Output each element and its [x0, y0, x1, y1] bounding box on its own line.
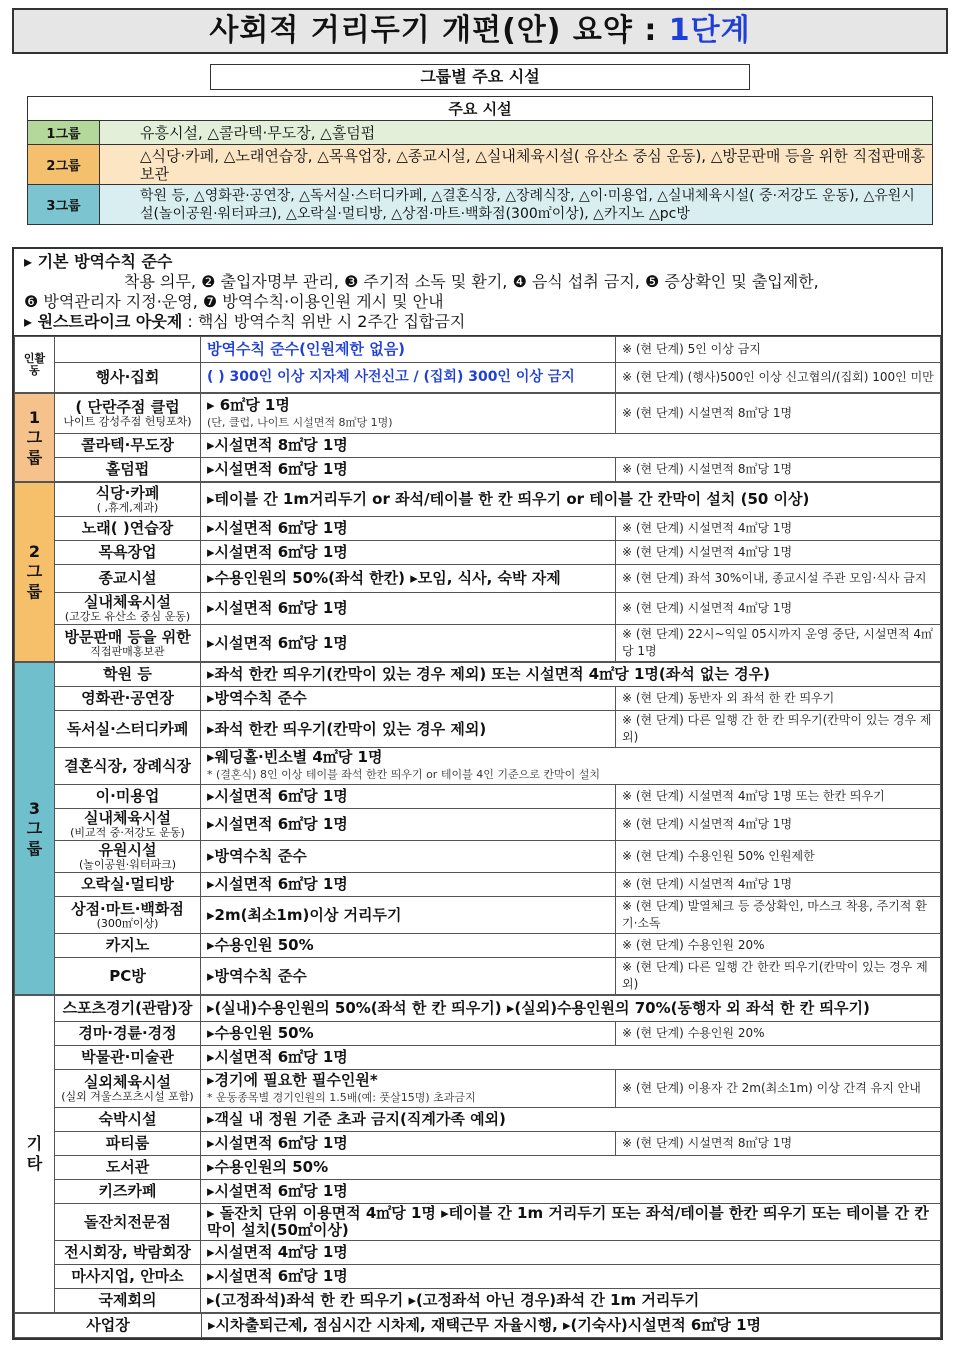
rule-row — [15, 1046, 941, 1070]
rule-row — [15, 958, 941, 995]
rule-row — [15, 996, 941, 1022]
workplace-rule: ▸시차출퇴근제, 점심시간 시차제, 재택근무 자율시행, ▸(기숙사)시설면적 6㎡당 1명 — [202, 1314, 941, 1338]
facility-name: 국제회의 — [55, 1289, 201, 1313]
rule-text: ▸시설면적 6㎡당 1명 — [201, 1265, 941, 1289]
rule-row — [15, 809, 941, 841]
facility-name: 종교시설 — [55, 565, 201, 593]
facility-name: ( 단란주점 클럽 나이트 감성주점 헌팅포차) — [55, 394, 201, 434]
rule-text: ▸좌석 한칸 띄우기(칸막이 있는 경우 제외) — [201, 711, 616, 748]
rule-text: ▸테이블 간 1m거리두기 or 좌석/테이블 한 칸 띄우기 or 테이블 간 칸막이 설치 (50 이상) — [201, 483, 941, 517]
rule-text: ▸시설면적 6㎡당 1명 — [201, 517, 616, 541]
rule-text: ▸수용인원 50% — [201, 934, 616, 958]
current-stage-note: ※ (현 단계) 시설면적 4㎡당 1명 또는 한칸 띄우기 — [616, 785, 941, 809]
facility-name: 스포츠경기(관람)장 — [55, 996, 201, 1022]
facility-name: 파티룸 — [55, 1132, 201, 1156]
rule-text: ▸경기에 필요한 필수인원* * 운동종목별 경기인원의 1.5배(예: 풋살15명) 초과금지 — [201, 1070, 616, 1108]
current-stage-note: ※ (현 단계) 시설면적 4㎡당 1명 — [616, 593, 941, 625]
facility-name: 콜라텍·무도장 — [55, 434, 201, 458]
rule-row — [15, 1132, 941, 1156]
current-stage-note: ※ (현 단계) 22시~익일 05시까지 운영 중단, 시설면적 4㎡당 1명 — [616, 625, 941, 662]
rule-row — [15, 897, 941, 934]
facility-name: 목욕장업 — [55, 541, 201, 565]
rule-row — [15, 565, 941, 593]
facility-name: 방문판매 등을 위한 직접판매홍보관 — [55, 625, 201, 662]
rule-text: ▸시설면적 6㎡당 1명 — [201, 785, 616, 809]
facility-name: 홀덤펍 — [55, 458, 201, 482]
activity-group-label: 인활동 — [15, 337, 55, 393]
rule-row — [15, 541, 941, 565]
current-stage-note: ※ (현 단계) 시설면적 4㎡당 1명 — [616, 517, 941, 541]
group-label: 1그룹 — [28, 121, 100, 145]
group-label: 3그룹 — [28, 185, 100, 225]
rule-row — [15, 1204, 941, 1241]
rule-text: ▸시설면적 6㎡당 1명 — [201, 458, 616, 482]
rule-text: ▸좌석 한칸 띄우기(칸막이 있는 경우 제외) 또는 시설면적 4㎡당 1명(좌석 없는 경우) — [201, 663, 941, 687]
facility-name: 상점·마트·백화점 (300㎡이상) — [55, 897, 201, 934]
current-stage-note: ※ (현 단계) 수용인원 50% 인원제한 — [616, 841, 941, 873]
rule-text: ▸(고정좌석)좌석 한 칸 띄우기 ▸(고정좌석 아닌 경우)좌석 간 1m 거리두기 — [201, 1289, 941, 1313]
rule-row — [15, 1265, 941, 1289]
group-facilities: △식당·카페, △노래연습장, △목욕업장, △종교시설, △실내체육시설( 유산소 중심 운동), △방문판매 등을 위한 직접판매홍보관 — [100, 145, 933, 185]
group-side-label: 기 타 — [15, 996, 55, 1313]
facility-name: 실내체육시설 (비교적 중·저강도 운동) — [55, 809, 201, 841]
rule-text: ▸2m(최소1m)이상 거리두기 — [201, 897, 616, 934]
group-side-label: 3 그 룹 — [15, 663, 55, 995]
rule-text: ▸웨딩홀·빈소별 4㎡당 1명 * (결혼식) 8인 이상 테이블 좌석 한칸 띄우기 or 테이블 4인 기준으로 칸막이 설치 — [201, 748, 941, 785]
rule-row — [15, 1156, 941, 1180]
basic-rules-line: ❻ 방역관리자 지정·운영, ❼ 방역수칙·이용인원 게시 및 안내 — [24, 292, 444, 311]
facility-name: 오락실·멀티방 — [55, 873, 201, 897]
current-stage-note: ※ (현 단계) 동반자 외 좌석 한 칸 띄우기 — [616, 687, 941, 711]
facility-name: 행사·집회 — [55, 363, 201, 393]
basic-rules — [14, 249, 941, 336]
current-stage-note: ※ (현 단계) 시설면적 8㎡당 1명 — [616, 394, 941, 434]
group3-table — [14, 662, 941, 995]
current-stage-note: ※ (현 단계) 시설면적 4㎡당 1명 — [616, 873, 941, 897]
rule-row — [15, 873, 941, 897]
basic-rules-title: ▸ 기본 방역수칙 준수 — [24, 252, 173, 271]
rules-table — [14, 336, 941, 393]
facility-name: 박물관·미술관 — [55, 1046, 201, 1070]
rule-text: ▸시설면적 6㎡당 1명 — [201, 593, 616, 625]
rule-row — [15, 1180, 941, 1204]
rule-text: ▸방역수칙 준수 — [201, 687, 616, 711]
rule-text: ▸ 돌잔치 단위 이용면적 4㎡당 1명 ▸테이블 간 1m 거리두기 또는 좌석/테이블 한칸 띄우기 또는 테이블 간 칸막이 설치(50㎡이상) — [201, 1204, 941, 1241]
rule-row — [15, 841, 941, 873]
current-stage-note: ※ (현 단계) 다른 일행 간 한 칸 띄우기(칸막이 있는 경우 제외) — [616, 711, 941, 748]
rule-text: ▸방역수칙 준수 — [201, 841, 616, 873]
facility-name: 사업장 — [15, 1314, 202, 1338]
rule-row — [15, 394, 941, 434]
rule-row — [15, 1108, 941, 1132]
activity-rule: ( ) 300인 이상 지자체 사전신고 / (집회) 300인 이상 금지 — [201, 363, 616, 393]
facility-name: 도서관 — [55, 1156, 201, 1180]
rule-text: ▸수용인원의 50% — [201, 1156, 941, 1180]
rule-text: ▸(실내)수용인원의 50%(좌석 한 칸 띄우기) ▸(실외)수용인원의 70%(동행자 외 좌석 한 칸 띄우기) — [201, 996, 941, 1022]
rule-row — [15, 625, 941, 662]
facility-name: 실외체육시설 (실외 겨울스포츠시설 포함) — [55, 1070, 201, 1108]
current-stage-note: ※ (현 단계) 시설면적 4㎡당 1명 — [616, 809, 941, 841]
rule-row — [15, 1070, 941, 1108]
page-title: 사회적 거리두기 개편(안) 요약 : 1단계 — [12, 8, 948, 54]
facility-name: 결혼식장, 장례식장 — [55, 748, 201, 785]
rule-row — [15, 458, 941, 482]
rule-text: ▸수용인원 50% — [201, 1022, 616, 1046]
facility-name: 마사지업, 안마소 — [55, 1265, 201, 1289]
rule-text: ▸시설면적 8㎡당 1명 — [201, 434, 941, 458]
basic-rules-line: 착용 의무, ❷ 출입자명부 관리, ❸ 주기적 소독 및 환기, ❹ 음식 섭취 금지, ❺ 증상확인 및 출입제한, — [124, 272, 819, 291]
facility-name: PC방 — [55, 958, 201, 995]
rule-row — [15, 1289, 941, 1313]
rule-row — [15, 434, 941, 458]
facility-name: 학원 등 — [55, 663, 201, 687]
group2-table — [14, 482, 941, 662]
current-stage-note: ※ (현 단계) 수용인원 20% — [616, 934, 941, 958]
facility-name: 유원시설 (놀이공원·워터파크) — [55, 841, 201, 873]
current-stage-note: ※ (현 단계) 좌석 30%이내, 종교시설 주관 모임·식사 금지 — [616, 565, 941, 593]
current-stage-note: ※ (현 단계) 수용인원 20% — [616, 1022, 941, 1046]
rule-row — [15, 517, 941, 541]
group-facilities: 유흥시설, △콜라텍·무도장, △홀덤펍 — [100, 121, 933, 145]
current-stage-note: ※ (현 단계) 시설면적 8㎡당 1명 — [616, 1132, 941, 1156]
current-stage-note: ※ (현 단계) 시설면적 8㎡당 1명 — [616, 458, 941, 482]
rule-text: ▸시설면적 6㎡당 1명 — [201, 625, 616, 662]
rule-row — [15, 748, 941, 785]
current-stage-note: ※ (현 단계) 다른 일행 간 한칸 띄우기(칸막이 있는 경우 제외) — [616, 958, 941, 995]
group-side-label: 1 그 룹 — [15, 394, 55, 482]
facility-name: 경마·경륜·경정 — [55, 1022, 201, 1046]
rule-row — [15, 1241, 941, 1265]
facility-name: 숙박시설 — [55, 1108, 201, 1132]
groups-col-header: 주요 시설 — [28, 97, 933, 121]
current-stage-note: ※ (현 단계) 5인 이상 금지 — [616, 337, 941, 363]
rule-text: ▸ 6㎡당 1명 (단, 클럽, 나이트 시설면적 8㎡당 1명) — [201, 394, 616, 434]
rule-text: ▸시설면적 6㎡당 1명 — [201, 873, 616, 897]
group-side-label: 2 그 룹 — [15, 483, 55, 662]
rule-row — [15, 663, 941, 687]
rule-text: ▸시설면적 6㎡당 1명 — [201, 1132, 616, 1156]
rule-row — [15, 483, 941, 517]
current-stage-note: ※ (현 단계) 발열체크 등 증상확인, 마스크 착용, 주기적 환기·소독 — [616, 897, 941, 934]
groups-section-header: 그룹별 주요 시설 — [210, 64, 750, 90]
facility-name: 식당·카페 ( ,휴게,제과) — [55, 483, 201, 517]
facility-name: 영화관·공연장 — [55, 687, 201, 711]
facility-name: 이·미용업 — [55, 785, 201, 809]
other-table — [14, 995, 941, 1313]
facility-name: 키즈카페 — [55, 1180, 201, 1204]
current-stage-note: ※ (현 단계) 이용자 간 2m(최소1m) 이상 간격 유지 안내 — [616, 1070, 941, 1108]
facility-name: 돌잔치전문점 — [55, 1204, 201, 1241]
facility-name: 독서실·스터디카페 — [55, 711, 201, 748]
facility-name: 실내체육시설 (고강도 유산소 중심 운동) — [55, 593, 201, 625]
rule-row — [15, 687, 941, 711]
rule-text: ▸방역수칙 준수 — [201, 958, 616, 995]
rule-text: ▸수용인원의 50%(좌석 한칸) ▸모임, 식사, 숙박 자제 — [201, 565, 616, 593]
activity-rule: 방역수칙 준수(인원제한 없음) — [201, 337, 616, 363]
rule-text: ▸시설면적 6㎡당 1명 — [201, 1046, 941, 1070]
rule-text: ▸시설면적 6㎡당 1명 — [201, 809, 616, 841]
rules-panel — [12, 247, 943, 1340]
group1-table — [14, 393, 941, 482]
current-stage-note: ※ (현 단계) (행사)500인 이상 신고협의/(집회) 100인 미만 — [616, 363, 941, 393]
facility-name: 카지노 — [55, 934, 201, 958]
rule-row — [15, 593, 941, 625]
rule-row — [15, 785, 941, 809]
current-stage-note: ※ (현 단계) 시설면적 4㎡당 1명 — [616, 541, 941, 565]
rule-text: ▸시설면적 4㎡당 1명 — [201, 1241, 941, 1265]
rule-text: ▸객실 내 정원 기준 초과 금지(직계가족 예외) — [201, 1108, 941, 1132]
facility-name: 전시회장, 박람회장 — [55, 1241, 201, 1265]
rule-row — [15, 1022, 941, 1046]
one-strike-rule: ▸ 원스트라이크 아웃제 : 핵심 방역수칙 위반 시 2주간 집합금지 — [24, 312, 466, 331]
rule-text: ▸시설면적 6㎡당 1명 — [201, 541, 616, 565]
group-facilities: 학원 등, △영화관·공연장, △독서실·스터디카페, △결혼식장, △장례식장, △이·미용업, △실내체육시설( 중·저강도 운동), △유원시설(놀이공원·워터파크), △오락실·멀티방, △상점·마트·백화점(300㎡이상), △카지노 △pc방 — [100, 185, 933, 225]
group-label: 2그룹 — [28, 145, 100, 185]
workplace-table — [14, 1313, 941, 1338]
rule-row — [15, 934, 941, 958]
rule-row — [15, 711, 941, 748]
facility-name — [55, 337, 201, 363]
groups-table — [27, 96, 933, 225]
facility-name: 노래( )연습장 — [55, 517, 201, 541]
rule-text: ▸시설면적 6㎡당 1명 — [201, 1180, 941, 1204]
